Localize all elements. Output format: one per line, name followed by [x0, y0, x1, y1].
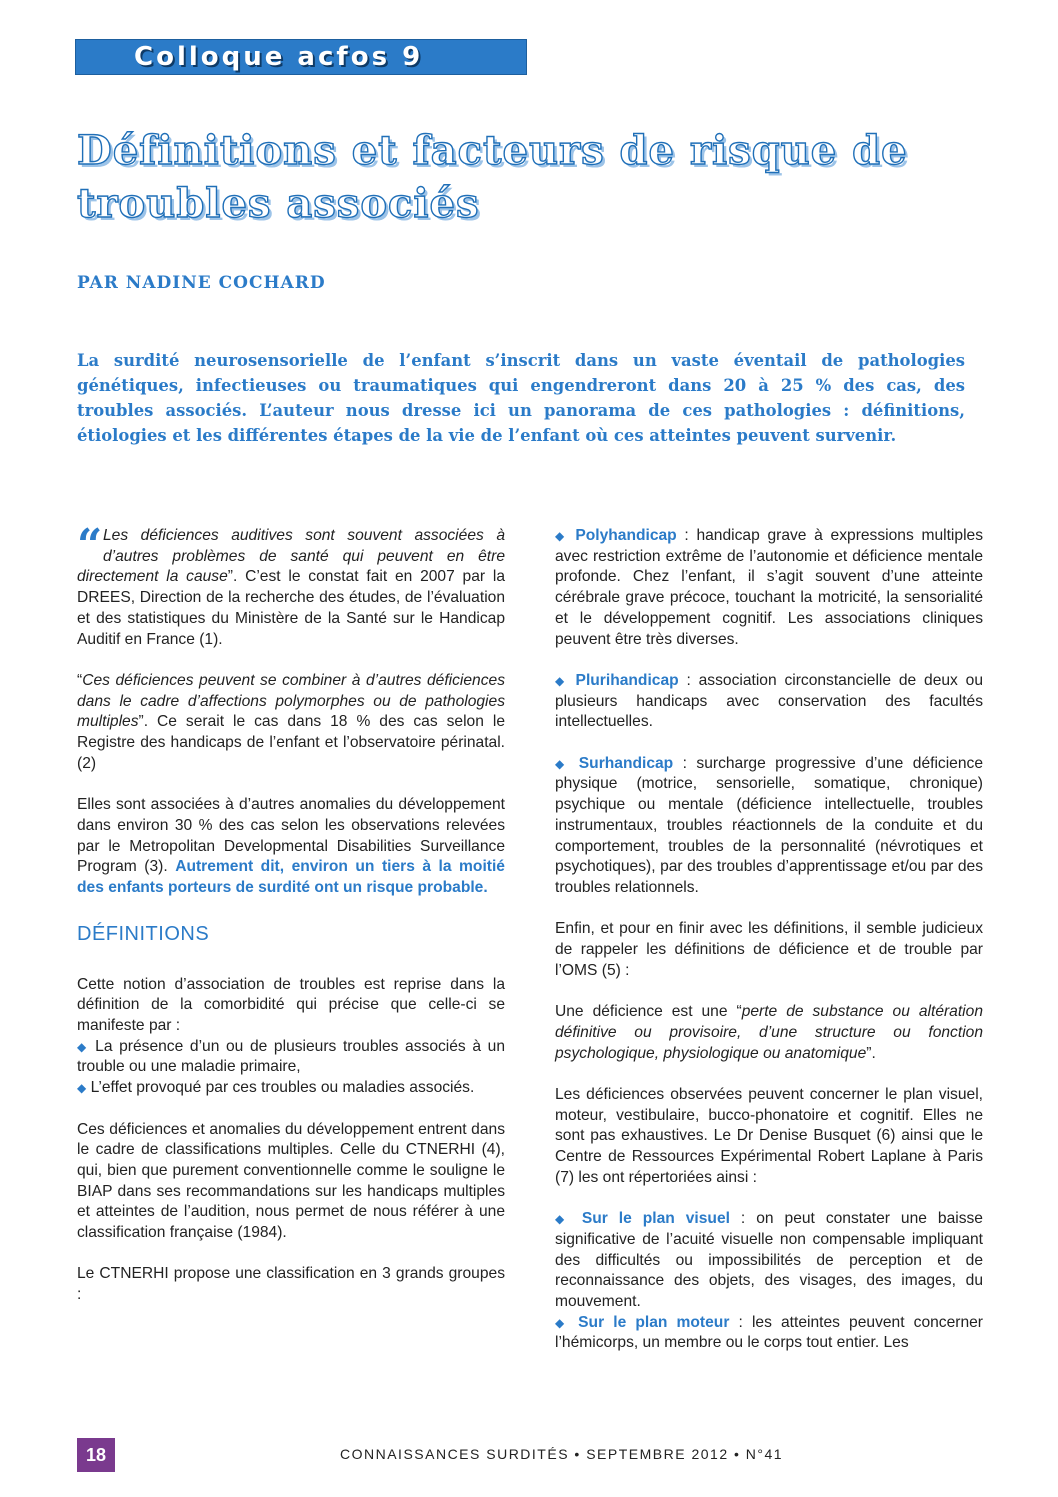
intro-paragraph	[77, 520, 505, 650]
right-column	[555, 526, 983, 1354]
diamond-bullet-icon: ◆	[555, 673, 568, 688]
diamond-bullet-icon: ◆	[555, 1315, 570, 1330]
paragraph-2-quote: Ces déficiences peuvent se combiner à d’autres déficiences dans le cadre d’affections polymorphes ou de pathologies multiples	[77, 671, 505, 731]
paragraph-3-highlight: Autrement dit, environ un tiers à la moitié des enfants porteurs de surdité ont un risque probable.	[77, 858, 505, 896]
paragraph-deficience: Une déficience est une “perte de substance ou altération définitive ou provisoire, d’une structure ou fonction psychologique, physiologique ou anatomique”.	[555, 1003, 983, 1062]
term-label: Plurihandicap	[575, 671, 679, 689]
paragraph-3-text: Elles sont associées à d’autres anomalies du développement dans environ 30 % des cas selon les observations relevées par le Metropolitan Developmental Disabilities Surveillance Program (3).	[77, 796, 505, 876]
paragraph-deficiences-observees: Les déficiences observées peuvent concerner le plan visuel, moteur, vestibulaire, bucco-phonatoire et cognitif. Elles ne sont pas exhaustives. Le Dr Denise Busquet (6) ainsi que le Centre de Ressources Expérimental Robert Laplane à Paris (7) les ont répertoriées ainsi :	[555, 1085, 983, 1186]
quote-mark-icon: “	[77, 520, 103, 571]
section-banner-label: Colloque acfos 9	[134, 42, 424, 72]
list-item: ◆ L’effet provoqué par ces troubles ou maladies associés.	[77, 1079, 475, 1097]
article-lead: La surdité neurosensorielle de l’enfant s’inscrit dans un vaste éventail de pathologies génétiques, infectieuses ou traumatiques qui engendreront dans 20 à 25 % des cas, des troubles associés. L’auteur nous dresse ici un panorama de ces pathologies : définitions, étiologies et les différentes étapes de la vie de l’enfant où ces atteintes peuvent survenir.	[77, 351, 965, 445]
term-label: Sur le plan visuel	[581, 1210, 730, 1228]
term-label: Sur le plan moteur	[578, 1313, 730, 1331]
diamond-bullet-icon: ◆	[77, 1081, 87, 1096]
section-banner	[75, 39, 527, 75]
diamond-bullet-icon: ◆	[555, 1212, 571, 1227]
definition-polyhandicap: ◆ Polyhandicap : handicap grave à expressions multiples avec restriction extrême de l’autonomie et déficience mentale profonde. Chez l’enfant, il s’agit souvent d’une atteinte cérébrale grave précoce, touchant la motricité, la sensorialité et le développement cognitif. Les associations cliniques peuvent être très diverses.	[555, 527, 983, 648]
diamond-bullet-icon: ◆	[555, 529, 568, 543]
intro-quote: Les déficiences auditives sont souvent associées à d’autres problèmes de santé qui peuvent en être directement la cause	[77, 527, 505, 586]
term-label: Polyhandicap	[575, 527, 677, 544]
footer-publication: CONNAISSANCES SURDITÉS • SEPTEMBRE 2012 • N°41	[340, 1446, 784, 1462]
left-column	[77, 520, 505, 1306]
term-label: Surhandicap	[578, 754, 674, 772]
article-title: Définitions et facteurs de risque de troubles associés	[77, 127, 908, 227]
section-heading-definitions: DÉFINITIONS	[77, 922, 210, 945]
plan-moteur: ◆ Sur le plan moteur : les atteintes peuvent concerner l’hémicorps, un membre ou le corps tout entier. Les	[555, 1313, 983, 1352]
paragraph-6: Le CTNERHI propose une classification en 3 grands groupes :	[77, 1265, 505, 1304]
page-number-badge: 18	[77, 1438, 115, 1472]
paragraph-2: “Ces déficiences peuvent se combiner à d’autres déficiences dans le cadre d’affections polymorphes ou de pathologies multiples”. Ce serait le cas dans 18 % des cas selon le Registre des handicaps de l’enfant et l’observatoire périnatal. (2)	[77, 671, 505, 772]
list-item: ◆ La présence d’un ou de plusieurs troubles associés à un trouble ou une maladie primaire,	[77, 1037, 505, 1076]
paragraph-2-text: ”. Ce serait le cas dans 18 % des cas selon le Registre des handicaps de l’enfant et l’observatoire périnatal. (2)	[77, 713, 505, 772]
diamond-bullet-icon: ◆	[77, 1039, 89, 1054]
paragraph-5: Ces déficiences et anomalies du développement entrent dans le cadre de classifications multiples. Celle du CTNERHI (4), qui, bien que purement conventionnelle comme le souligne le BIAP dans ses recommandations sur les handicaps multiples et atteintes de l’audition, nous permet de nous référer à une classification française (1984).	[77, 1120, 505, 1242]
paragraph-oms: Enfin, et pour en finir avec les définitions, il semble judicieux de rappeler les définitions de déficience et de trouble par l’OMS (5) :	[555, 920, 983, 979]
article-author: PAR NADINE COCHARD	[77, 273, 326, 293]
definition-plurihandicap: ◆ Plurihandicap : association circonstancielle de deux ou plusieurs handicaps avec conservation des facultés intellectuelles.	[555, 671, 984, 731]
diamond-bullet-icon: ◆	[555, 756, 570, 771]
plan-visuel: ◆ Sur le plan visuel : on peut constater une baisse significative de l’acuité visuelle non compensable impliquant des difficultés ou impossibilités de perception et de reconnaissance des objets, des visages, des images, du mouvement.	[555, 1210, 983, 1310]
intro-text: ”. C’est le constat fait en 2007 par la DREES, Direction de la recherche des études, de l’évaluation et des statistiques du Ministère de la Santé sur le Handicap Auditif en France (1).	[77, 568, 505, 648]
definition-surhandicap: ◆ Surhandicap : surcharge progressive d’une déficience physique (motrice, sensorielle, somatique, chronique) psychique ou mentale (déficience intellectuelle, troubles instrumentaux, troubles réactionnels de la conduite et du comportement, troubles de la personnalité (névrotiques et psychotiques), par des troubles d’apprentissage et/ou par des troubles relationnels.	[555, 754, 983, 896]
paragraph-3	[77, 795, 505, 899]
paragraph-4: Cette notion d’association de troubles est reprise dans la définition de la comorbidité qui précise que celle-ci se manifeste par :	[77, 975, 505, 1035]
